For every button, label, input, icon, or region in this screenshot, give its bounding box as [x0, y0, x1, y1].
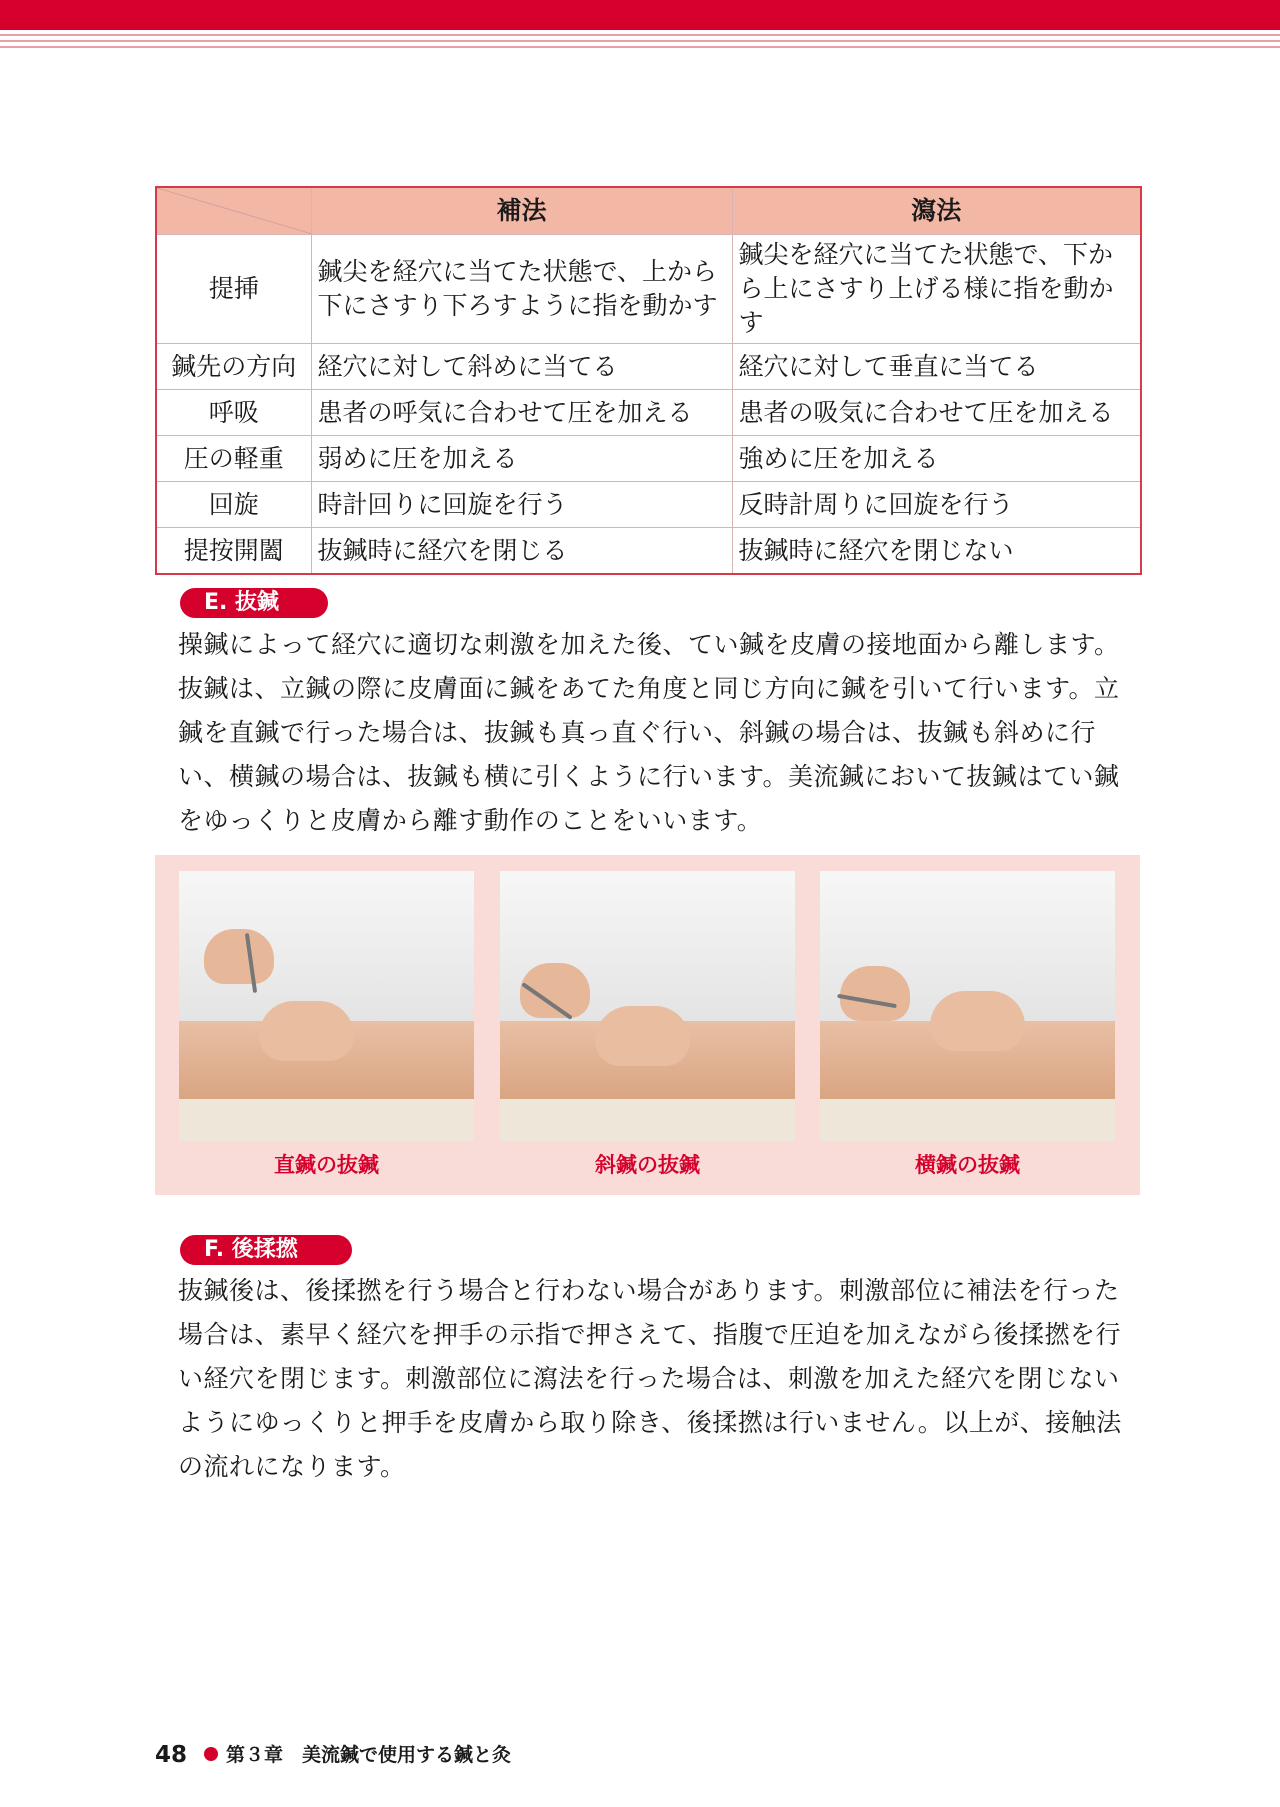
row-label: 呼吸	[156, 390, 311, 436]
row-label: 圧の軽重	[156, 436, 311, 482]
cell-sha: 経穴に対して垂直に当てる	[732, 344, 1141, 390]
chapter-title: 第３章 美流鍼で使用する鍼と灸	[226, 1744, 512, 1766]
table-row	[156, 344, 1141, 390]
photo-caption: 直鍼の抜鍼	[274, 1153, 379, 1177]
table-corner-cell	[156, 187, 311, 235]
row-label: 鍼先の方向	[156, 344, 311, 390]
table-row	[156, 482, 1141, 528]
cell-ho: 患者の呼気に合わせて圧を加える	[311, 390, 732, 436]
bullet-icon	[204, 1747, 218, 1761]
photo-direct-withdrawal	[179, 871, 474, 1141]
diagonal-line	[157, 188, 312, 234]
table-row	[156, 436, 1141, 482]
header-ho: 補法	[311, 187, 732, 235]
section-e-body: 操鍼によって経穴に適切な刺激を加えた後、てい鍼を皮膚の接地面から離します。抜鍼は、立鍼の際に皮膚面に鍼をあてた角度と同じ方向に鍼を引いて行います。立鍼を直鍼で行った場合は、抜鍼も真っ直ぐ行い、斜鍼の場合は、抜鍼も斜めに行い、横鍼の場合は、抜鍼も横に引くように行います。美流鍼において抜鍼はてい鍼をゆっくりと皮膚から離す動作のことをいいます。	[178, 630, 1120, 835]
section-f-badge: F. 後揉撚	[180, 1235, 352, 1265]
cell-sha: 鍼尖を経穴に当てた状態で、下から上にさすり上げる様に指を動かす	[732, 235, 1141, 344]
cell-ho: 経穴に対して斜めに当てる	[311, 344, 732, 390]
photo-caption: 横鍼の抜鍼	[915, 1153, 1020, 1177]
cell-ho: 弱めに圧を加える	[311, 436, 732, 482]
section-e-badge: E. 抜鍼	[180, 588, 328, 618]
photo-caption: 斜鍼の抜鍼	[595, 1153, 700, 1177]
photo-panel	[155, 855, 1140, 1195]
cell-ho: 時計回りに回旋を行う	[311, 482, 732, 528]
top-color-bar	[0, 0, 1280, 30]
section-f-body: 抜鍼後は、後揉撚を行う場合と行わない場合があります。刺激部位に補法を行った場合は、素早く経穴を押手の示指で押さえて、指腹で圧迫を加えながら後揉撚を行い経穴を閉じます。刺激部位に瀉法を行った場合は、刺激を加えた経穴を閉じないようにゆっくりと押手を皮膚から取り除き、後揉撚は行いません。以上が、接触法の流れになります。	[178, 1276, 1122, 1481]
row-label: 提按開闔	[156, 528, 311, 575]
hand-shape	[259, 1001, 354, 1061]
cell-ho: 鍼尖を経穴に当てた状態で、上から下にさすり下ろすように指を動かす	[311, 235, 732, 344]
hand-shape	[840, 966, 910, 1021]
table-row	[156, 528, 1141, 575]
page-number: 48	[155, 1742, 188, 1768]
comparison-table	[155, 186, 1142, 575]
hand-shape	[204, 929, 274, 984]
cell-ho: 抜鍼時に経穴を閉じる	[311, 528, 732, 575]
hand-shape	[930, 991, 1025, 1051]
row-label: 提挿	[156, 235, 311, 344]
cell-sha: 抜鍼時に経穴を閉じない	[732, 528, 1141, 575]
table-row	[156, 390, 1141, 436]
cell-sha: 患者の吸気に合わせて圧を加える	[732, 390, 1141, 436]
photo-horizontal-withdrawal	[820, 871, 1115, 1141]
table-row	[156, 235, 1141, 344]
cell-sha: 強めに圧を加える	[732, 436, 1141, 482]
header-sha: 瀉法	[732, 187, 1141, 235]
photo-oblique-withdrawal	[500, 871, 795, 1141]
row-label: 回旋	[156, 482, 311, 528]
cell-sha: 反時計周りに回旋を行う	[732, 482, 1141, 528]
top-rule	[0, 46, 1280, 48]
top-rule	[0, 34, 1280, 36]
table-header-row	[156, 187, 1141, 235]
top-rule	[0, 40, 1280, 42]
hand-shape	[595, 1006, 690, 1066]
